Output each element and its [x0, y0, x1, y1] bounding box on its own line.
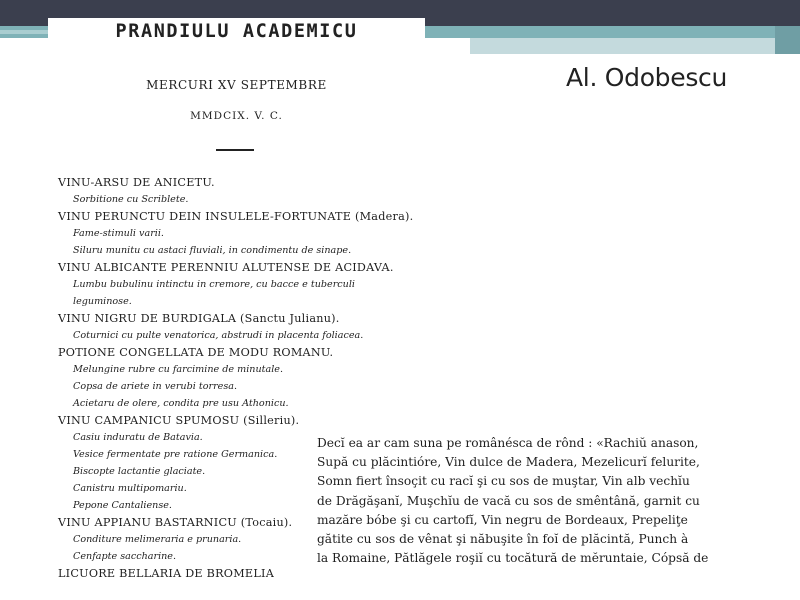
menu-dish: Fame-stimuli varii.	[73, 228, 164, 239]
menu-dish: Melungine rubre cu farcimine de minutale.	[73, 364, 283, 375]
menu-dish: Sorbitione cu Scriblete.	[73, 194, 189, 205]
translation-line: la Romaine, Pătlăgele roşiĭ cu tocătură de mĕruntaie, Cópsă de	[317, 551, 709, 566]
menu-dish: Copsa de ariete in verubi torresa.	[73, 381, 238, 392]
menu-course: POTIONE CONGELLATA DE MODU ROMANU.	[58, 346, 334, 359]
translation-line: gătite cu sos de vênat şi năbuşite în foĭ de plăcintă, Punch à	[317, 532, 689, 547]
translation-line: Decĭ ea ar cam suna pe românésca de rônd : «Rachiŭ anason,	[317, 436, 699, 450]
menu-course: VINU APPIANU BASTARNICU (Tocaiu).	[58, 516, 293, 529]
menu-course: VINU NIGRU DE BURDIGALA (Sanctu Julianu).	[58, 312, 340, 325]
menu-course: VINU PERUNCTU DEIN INSULELE-FORTUNATE (Madera).	[58, 210, 414, 223]
translation-text	[317, 434, 751, 568]
author-name: Al. Odobescu	[566, 63, 728, 92]
menu-dish: Siluru munitu cu astaci fluviali, in condimentu de sinape.	[73, 245, 352, 256]
header-bar-teal-right	[425, 26, 800, 38]
translation-line: Somn fiert însoçit cu racĭ şi cu sos de muştar, Vin alb vechĭu	[317, 474, 690, 489]
menu-dish: Cenfapte saccharine.	[73, 551, 177, 562]
header-corner-block	[775, 26, 800, 54]
menu-course: VINU CAMPANICU SPUMOSU (Silleriu).	[58, 414, 300, 427]
menu-dish: Pepone Cantaliense.	[73, 500, 172, 511]
menu-dish: Lumbu bubulinu intinctu in cremore, cu bacce e tuberculi	[73, 279, 355, 290]
menu-dish: Conditure melimeraria e prunaria.	[73, 534, 242, 545]
menu-date: MERCURI XV SEPTEMBRE	[146, 78, 327, 92]
menu-course: VINU ALBICANTE PERENNIU ALUTENSE DE ACIDAVA.	[58, 261, 394, 274]
menu-course: LICUORE BELLARIA DE BROMELIA	[58, 567, 275, 580]
menu-dish: Casiu induratu de Batavia.	[73, 432, 203, 443]
menu-dish: Acietaru de olere, condita pre usu Athonicu.	[73, 398, 289, 409]
menu-dish: leguminose.	[73, 296, 132, 307]
translation-line: Supă cu plăcintióre, Vin dulce de Madera, Mezelicurĭ felurite,	[317, 455, 700, 470]
menu-dish: Coturnici cu pulte venatorica, abstrudi in placenta foliacea.	[73, 330, 364, 341]
menu-year: MMDCIX. V. C.	[190, 110, 283, 122]
menu-dish: Vesice fermentate pre ratione Germanica.	[73, 449, 278, 460]
header-stripe-left	[0, 30, 48, 34]
translation-line: de Drăgăşanĭ, Muşchĭu de vacă cu sos de smêntână, garnit cu	[317, 493, 700, 508]
menu-dish: Biscopte lactantie glaciate.	[73, 466, 206, 477]
menu-dish: Canistru multipomariu.	[73, 483, 187, 494]
translation-line: mazăre bóbe şi cu cartofĭ, Vin negru de Bordeaux, Prepeliţe	[317, 512, 688, 527]
header-bar-light	[470, 38, 800, 54]
menu-course: VINU-ARSU DE ANICETU.	[58, 176, 215, 189]
menu-divider	[216, 149, 254, 151]
menu-title: PRANDIULU ACADEMICU	[115, 21, 358, 42]
